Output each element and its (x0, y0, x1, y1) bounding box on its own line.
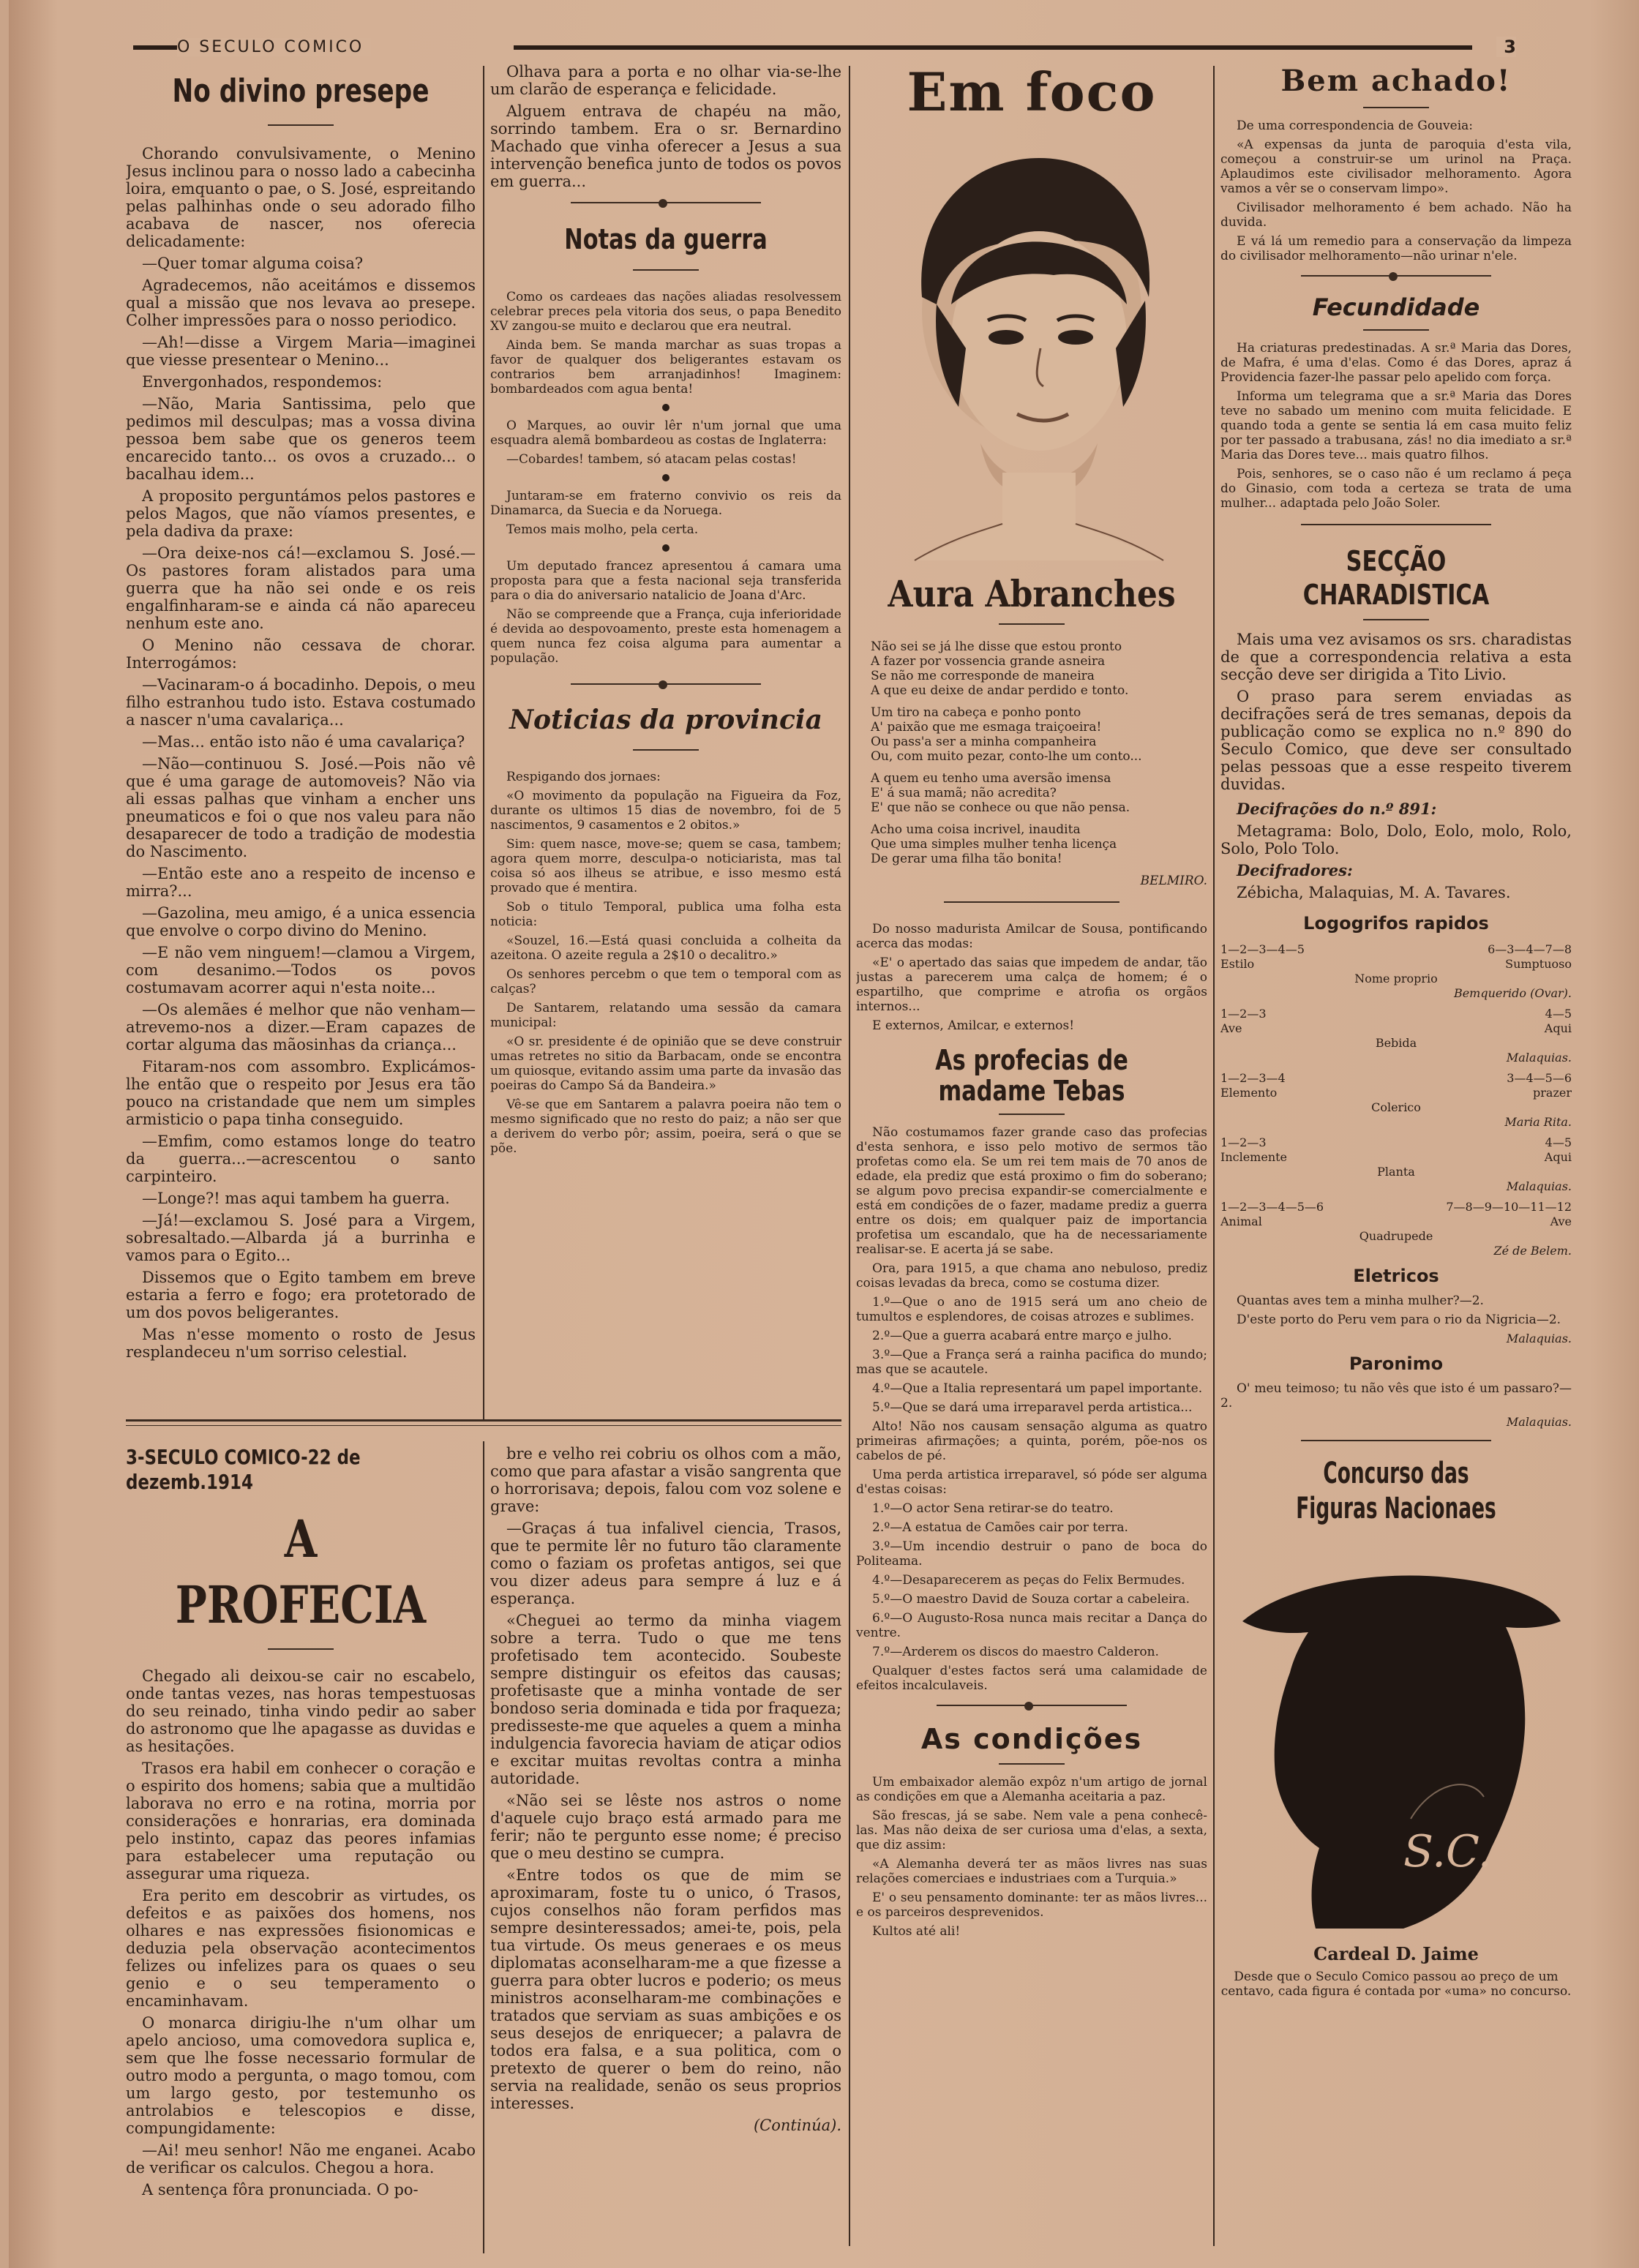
logogrifo-left: Inclemente (1220, 1150, 1288, 1164)
decifradores-label: Decifradores: (1237, 861, 1353, 879)
article-profecia-b (490, 1445, 841, 2264)
paragraph: —Cobardes! tambem, só atacam pelas costas! (506, 452, 797, 467)
paragraph: 6.º—O Augusto-Rosa nunca mais recitar a Dança do ventre. (856, 1611, 1207, 1640)
divider (1301, 1440, 1491, 1441)
logogrifo-hint: Bebida (1375, 1036, 1417, 1050)
fecundidade-title: Fecundidade (1312, 293, 1480, 321)
logogrifo-row (1220, 942, 1572, 957)
column-charadistica (1220, 63, 1572, 2258)
article-body (126, 145, 476, 1361)
paragraph: Era perito em descobrir as virtudes, os defeitos e as paixões dos homens, nos olhares e nas expressões fisionomicas e deduzia pela observação acontecimentos felizes ou infelizes para os quaes o seu genio e o seu temperamento o encaminhavam. (126, 1887, 476, 2010)
logogrifo-hint: Colerico (1371, 1100, 1421, 1114)
figure-note: Desde que o Seculo Comico passou ao preço de um centavo, cada figura é contada por «uma» no concurso. (1220, 1970, 1572, 1999)
charadistica-title: SECÇÃO CHARADISTICA (1302, 545, 1490, 611)
article-continuation (490, 63, 841, 190)
logogrifo-left: Ave (1220, 1021, 1242, 1035)
em-foco-title: Em foco (907, 63, 1157, 123)
title-dash (1363, 619, 1429, 620)
portrait-verses (856, 639, 1207, 866)
title-dash (999, 1763, 1065, 1765)
logogrifos-list (1220, 942, 1572, 1258)
logogrifos-title: Logogrifos rapidos (1303, 913, 1489, 934)
paragraph: Dissemos que o Egito tambem em breve estaria a ferro e fogo; era protetorado de um dos povos beligerantes. (126, 1269, 476, 1321)
paragraph: Alguem entrava de chapéu na mão, sorrindo tambem. Era o sr. Bernardino Machado que vinha oferecer a Jesus a sua intervenção benefica junto de todos os povos em guerra... (490, 102, 841, 190)
dateline: 3-SECULO COMICO-22 de dezemb.1914 (126, 1445, 361, 1494)
header-lead-rule (133, 45, 177, 50)
logogrifo-left: 1—2—3 (1220, 1135, 1267, 1149)
paragraph: 4.º—Que a Italia representará um papel importante. (872, 1381, 1203, 1396)
logogrifo-item (1220, 1135, 1572, 1194)
logogrifo-author: Bemquerido (Ovar). (1453, 986, 1572, 1000)
paragraph: Como os cardeaes das nações aliadas resolvessem celebrar preces pela vitoria dos seus, o papa Benedito XV zangou-se muito e declarou que era neutral. (490, 290, 841, 334)
eletricos-list (1220, 1293, 1572, 1327)
paragraph: «Souzel, 16.—Está quasi concluida a colheita da azeitona. O azeite regula a 2$10 o decalitro.» (490, 934, 841, 963)
provincia-body (490, 770, 841, 1156)
logogrifo-left: Elemento (1220, 1086, 1278, 1100)
logogrifo-author: Malaquias. (1506, 1179, 1572, 1193)
title-dash (1363, 107, 1429, 108)
paragraph: «E' o apertado das saias que impedem de andar, tão justas a parecerem uma calça de homem; é o espartilho, que comprime e atrofia os orgãos internos... (856, 955, 1207, 1014)
logogrifo-left: 1—2—3—4—5 (1220, 942, 1305, 956)
fecundidade-body (1220, 341, 1572, 511)
logogrifo-right: Ave (1550, 1214, 1572, 1228)
paragraph: Ainda bem. Se manda marchar as suas tropas a favor de qualquer dos beligerantes estavam os contrarios bem arranjadinhos! Imaginem: bombardeados com agua benta! (490, 338, 841, 397)
figure-silhouette (1228, 1541, 1564, 1936)
title-dash (999, 623, 1065, 625)
portrait-name: Aura Abranches (888, 572, 1176, 615)
title-dash (633, 269, 699, 271)
verse-signature: BELMIRO. (1140, 874, 1207, 888)
paragraph: São frescas, já se sabe. Nem vale a pena conhecê-las. Mas não deixa de ser curiosa uma d'elas, a sexta, que diz assim: (856, 1809, 1207, 1852)
paragraph: Mas n'esse momento o rosto de Jesus resplandeceu n'um sorriso celestial. (126, 1326, 476, 1361)
paragraph: 1.º—Que o ano de 1915 será um ano cheio de tumultos e esplendores, de coisas atrozes e sublimes. (856, 1295, 1207, 1324)
article-body (126, 1667, 476, 2198)
paronimo-text: O' meu teimoso; tu não vês que isto é um passaro?—2. (1220, 1381, 1572, 1411)
section-rule (126, 1419, 841, 1422)
concurso-title: Concurso das Figuras Nacionaes (1296, 1457, 1496, 1525)
achado-body (1220, 119, 1572, 263)
decifradores-list: Zébicha, Malaquias, M. A. Tavares. (1237, 884, 1511, 901)
logogrifo-hint: Nome proprio (1354, 972, 1438, 985)
paragraph: «Entre todos os que de mim se aproximaram, foste tu o unico, ó Trasos, cujos conselhos não foram perfidos mas sempre desinteressados; amei-te, pois, pela tua virtude. Os meus generaes e os meus diplomatas aconselharam-me a que fizesse a guerra para obter lucros e poderio; os meus ministros aconselharam-me combinações e tratados que serviam as suas ambições e os seus desejos de enriquecer; a palavra de todos era falsa, e a sua politica, com o pretexto de querer o bem do reino, não servia na realidade, senão os seus proprios interesses. (490, 1866, 841, 2112)
verse-stanza: Não sei se já lhe disse que estou pronto A fazer por vossencia grande asneira Se não me corresponde de maneira A que eu deixe de andar perdido e tonto. (871, 639, 1129, 698)
logogrifo-right: 6—3—4—7—8 (1488, 942, 1572, 956)
logogrifo-right: 7—8—9—10—11—12 (1446, 1200, 1572, 1214)
paragraph: O praso para serem enviadas as decifrações será de tres semanas, depois da publicação como se explica no n.º 890 do Seculo Comico, que deve ser consultado pelas pessoas que a esse respeito tiverem duvidas. (1220, 688, 1572, 793)
logogrifo-row (1220, 1135, 1572, 1150)
paragraph: 2.º—Que a guerra acabará entre março e julho. (872, 1329, 1172, 1343)
paragraph: Trasos era habil em conhecer o coração e o espirito dos homens; sabia que a multidão laborava no erro e na rotina, morria por considerações e honrarias, era dominada pelo instinto, capaz das peores infamias para estabelecer uma reputação ou assegurar uma riqueza. (126, 1760, 476, 1882)
page-number: 3 (1496, 37, 1516, 57)
paragraph: —Gazolina, meu amigo, é a unica essencia que envolve o corpo divino do Menino. (126, 904, 476, 939)
paragraph: A sentença fôra pronunciada. O po- (142, 2181, 419, 2198)
logogrifo-row (1220, 1086, 1572, 1100)
paragraph: Respigando dos jornaes: (506, 770, 661, 784)
logogrifo-right: prazer (1533, 1086, 1572, 1100)
title-dash (633, 749, 699, 751)
section-rule-thin (126, 1425, 841, 1426)
article-title: No divino presepe (172, 72, 430, 110)
column-rule (483, 66, 484, 1419)
paragraph: —Vacinaram-o á bocadinho. Depois, o meu filho estranhou tudo isto. Estava costumado a nascer n'uma cavalariça... (126, 676, 476, 729)
paragraph: 7.º—Arderem os discos do maestro Calderon. (872, 1645, 1159, 1659)
newspaper-name: O SECULO COMICO (177, 38, 371, 56)
paragraph: E vá lá um remedio para a conservação da limpeza do civilisador melhoramento—não urinar n'ele. (1220, 234, 1572, 263)
decifracoes-label: Decifrações do n.º 891: (1237, 800, 1437, 818)
paragraph: —Mas... então isto não é uma cavalariça? (142, 733, 465, 751)
article-presepe (126, 72, 476, 1411)
paronimo-author: Malaquias. (1506, 1415, 1572, 1429)
logogrifo-item (1220, 1007, 1572, 1065)
paragraph: Não costumamos fazer grande caso das profecias d'esta senhora, e isso pelo motivo de sermos tão profetas como ela. Se um rei tem mais de 70 anos de edade, ela prediz que está proximo o fim do soberano; se algum povo precisa expandir-se comercialmente e está em condições de o fazer, madame prediz a guerra entre os dois; em qualquer paiz de importancia profetisa um escandalo, que ha de necessariamente realisar-se. E acerta já se sabe. (856, 1125, 1207, 1257)
profecias-title: As profecias de madame Tebas (935, 1044, 1128, 1107)
paragraph: —Não, Maria Santissima, pelo que pedimos mil desculpas; mas a vossa divina pessoa bem sabe que os generos teem encarecido tanto... os ovos a cruzado... o bacalhau idem... (126, 395, 476, 483)
ornament-divider (1301, 275, 1491, 281)
achado-title: Bem achado! (1280, 64, 1512, 98)
paragraph: «Não sei se lêste nos astros o nome d'aquele cujo braço está armado para me ferir; não te pergunto esse nome; é preciso que o meu destino se cumpra. (490, 1792, 841, 1862)
verse-stanza: Um tiro na cabeça e ponho ponto A' paixão que me esmaga traiçoeira! Ou pass'a ser a minha companheira Ou, com muito pezar, conto-lhe um conto... (871, 705, 1142, 764)
figure-initials: S.C. (1403, 1826, 1492, 1877)
paragraph: Agradecemos, não aceitámos e dissemos qual a missão que nos levava ao presepe. Colher impressões para o nosso periodico. (126, 277, 476, 329)
logogrifo-row (1220, 1071, 1572, 1086)
notas-title: Notas da guerra (564, 223, 768, 255)
logogrifo-row (1220, 1200, 1572, 1214)
charadistica-body (1220, 631, 1572, 793)
title-dash (268, 1648, 334, 1650)
paragraph: Temos mais molho, pela certa. (506, 522, 699, 537)
logogrifo-left: 1—2—3—4 (1220, 1071, 1286, 1085)
paragraph: Sim: quem nasce, move-se; quem se casa, tambem; agora quem morre, desculpa-o noticiarista, mas tal coisa só aos ilheus se atribue, e isso mesmo está provado que é mentira. (490, 837, 841, 895)
paragraph: Mais uma vez avisamos os srs. charadistas de que a correspondencia relativa a esta secção deve ser dirigida a Tito Livio. (1220, 631, 1572, 683)
page-header (133, 38, 1516, 57)
logogrifo-right: Aqui (1544, 1150, 1572, 1164)
divider (944, 901, 1119, 903)
paragraph: Ha criaturas predestinadas. A sr.ª Maria das Dores, de Mafra, é uma d'elas. Como é das Dores, apraz á Providencia fazer-lhe passar pelo apelido com força. (1220, 341, 1572, 385)
paragraph: Sob o titulo Temporal, publica uma folha esta noticia: (490, 900, 841, 929)
logogrifo-item (1220, 1071, 1572, 1130)
logogrifo-right: 3—4—5—6 (1507, 1071, 1572, 1085)
logogrifo-author: Zé de Belem. (1493, 1244, 1572, 1258)
paragraph: 4.º—Desaparecerem as peças do Felix Bermudes. (872, 1573, 1185, 1588)
paragraph: Informa um telegrama que a sr.ª Maria das Dores teve no sabado um menino com muita felicidade. E quando toda a gente se sentia lá em casa muito feliz por ter passado a trabusana, zás! no dia imediato a sr.ª Maria das Dores teve... mais quatro filhos. (1220, 389, 1572, 462)
paragraph: E externos, Amilcar, e externos! (872, 1018, 1075, 1033)
logogrifo-right: Sumptuoso (1505, 957, 1572, 971)
paragraph: «A expensas da junta de paroquia d'esta vila, começou a construir-se um urinol na Praça. Aplaudimos este civilisador melhoramento. Agora vamos a vêr se o conservam limpo». (1220, 138, 1572, 196)
paragraph: bre e velho rei cobriu os olhos com a mão, como que para afastar a visão sangrenta que o horrorisava; depois, falou com voz solene e grave: (490, 1445, 841, 1515)
paragraph: O Marques, ao ouvir lêr n'um jornal que uma esquadra alemã bombardeou as costas de Inglaterra: (490, 418, 841, 448)
logogrifo-row (1220, 1007, 1572, 1021)
logogrifo-right: 4—5 (1545, 1135, 1572, 1149)
verse-stanza: Acho uma coisa incrivel, inaudita Que uma simples mulher tenha licença De gerar uma filha tão bonita! (871, 822, 1117, 866)
metagrama-solution: Metagrama: Bolo, Dolo, Eolo, molo, Rolo, Solo, Polo Tolo. (1220, 822, 1572, 857)
logogrifo-left: Estilo (1220, 957, 1255, 971)
paragraph: —Ora deixe-nos cá!—exclamou S. José.—Os pastores foram alistados para uma guerra que ha não sei onde e os reis engalfinharam-se e ainda cá não apareceu nenhum este ano. (126, 544, 476, 632)
notas-body (490, 290, 841, 666)
paragraph: «Cheguei ao termo da minha viagem sobre a terra. Tudo o que me tens profetisado tem acontecido. Soubeste sempre distinguir os efeitos das causas; profetisaste que a minha vontade de ser bondoso seria dominada e tida por fraqueza; predisseste-me que aqueles a quem a minha indulgencia favorecia haviam de atiçar odios e excitar muitas revoltas contra a minha autoridade. (490, 1612, 841, 1787)
paragraph: O Menino não cessava de chorar. Interrogámos: (126, 637, 476, 672)
paragraph: —Não—continuou S. José.—Pois não vê que é uma garage de automoveis? Não via ali essas palhas que vinham a encher uns pneumaticos e foi o que nos valeu para não desaparecer de todo a tradição de modestia do Nascimento. (126, 755, 476, 860)
title-dash (268, 124, 334, 126)
paragraph: Qualquer d'estes factos será uma calamidade de efeitos incalculaveis. (856, 1664, 1207, 1693)
paragraph: Kultos até ali! (872, 1924, 961, 1939)
paragraph: Chegado ali deixou-se cair no escabelo, onde tantas vezes, nas horas tempestuosas do seu reinado, tinha vindo pedir ao saber do astronomo que lhe apagasse as duvidas e as hesitações. (126, 1667, 476, 1755)
paragraph: Fitaram-nos com assombro. Explicámos-lhe então que o respeito por Jesus era tão pouco na cristandade que nem um simples armisticio o papa tinha conseguido. (126, 1058, 476, 1128)
logogrifo-row (1220, 1214, 1572, 1229)
logogrifo-row (1220, 1021, 1572, 1036)
figure-caption: Cardeal D. Jaime (1313, 1943, 1479, 1964)
paragraph: —Quer tomar alguma coisa? (142, 255, 364, 272)
article-body (490, 1445, 841, 2112)
paragraph: Uma perda artistica irreparavel, só póde ser alguma d'estas coisas: (856, 1468, 1207, 1497)
paragraph: 1.º—O actor Sena retirar-se do teatro. (872, 1501, 1114, 1516)
column-rule (483, 1441, 484, 2253)
paragraph: Quantas aves tem a minha mulher?—2. (1237, 1293, 1484, 1308)
paragraph: Um deputado francez apresentou á camara uma proposta para que a festa nacional seja transferida para o dia do aniversario natalicio de Joana d'Arc. (490, 559, 841, 603)
paragraph: 3.º—Que a França será a rainha pacifica do mundo; mas que se acautele. (856, 1348, 1207, 1377)
logogrifo-hint: Quadrupede (1359, 1229, 1433, 1243)
paragraph: —Ah!—disse a Virgem Maria—imaginei que viesse presentear o Menino... (126, 334, 476, 369)
article-title: A PROFECIA (175, 1509, 427, 1635)
paragraph: Envergonhados, respondemos: (142, 373, 383, 391)
title-dash (999, 1114, 1065, 1115)
paragraph: De uma correspondencia de Gouveia: (1237, 119, 1474, 133)
paragraph: Não se compreende que a França, cuja inferioridade é devida ao despovoamento, preste esta homenagem a quem nunca fez coisa alguma para aumentar a população. (490, 607, 841, 666)
ornament-divider (937, 1705, 1127, 1711)
article-profecia-a (126, 1445, 476, 2264)
paragraph: «O sr. presidente é de opinião que se deve construir umas retretes no sitio da Barbacam, onde se encontra um quiosque, evitando assim uma parte da invasão das poeiras do Campo Sá da Bandeira.» (490, 1035, 841, 1093)
paragraph: Ora, para 1915, a que chama ano nebuloso, prediz coisas levadas da breca, como se costuma dizer. (856, 1261, 1207, 1291)
paragraph: —Emfim, como estamos longe do teatro da guerra...—acrescentou o santo carpinteiro. (126, 1133, 476, 1185)
bullet-dot (662, 544, 670, 552)
paragraph: Chorando convulsivamente, o Menino Jesus inclinou para o nosso lado a cabecinha loira, emquanto o pae, o S. José, espreitando pelas palhinhas onde o seu adorado filho acabava de nascer, nos oferecia delicadamente: (126, 145, 476, 250)
paragraph: Vê-se que em Santarem a palavra poeira não tem o mesmo significado que no resto do paiz; a não ser que a derivem do verbo pôr; assim, poeira, será o que se põe. (490, 1097, 841, 1156)
paragraph: «A Alemanha deverá ter as mãos livres nas suas relações comerciaes e industriaes com a Turquia.» (856, 1857, 1207, 1886)
paragraph: Olhava para a porta e no olhar via-se-lhe um clarão de esperança e felicidade. (490, 63, 841, 98)
paragraph: —Os alemães é melhor que não venham—atrevemo-nos a dizer.—Eram capazes de cortar alguma das mãosinhas da criança... (126, 1001, 476, 1054)
header-rule (514, 45, 1472, 50)
title-dash (1363, 329, 1429, 331)
paragraph: Os senhores percebm o que tem o temporal com as calças? (490, 967, 841, 996)
paragraph: 5.º—Que se dará uma irreparavel perda artistica... (872, 1400, 1193, 1415)
ornament-divider (571, 683, 761, 689)
logogrifo-row (1220, 957, 1572, 972)
paragraph: E' o seu pensamento dominante: ter as mãos livres... e os parceiros desprevenidos. (856, 1890, 1207, 1920)
paragraph: «O movimento da população na Figueira da Foz, durante os ultimos 15 dias de novembro, foi de 5 nascimentos, 9 casamentos e 2 obitos.» (490, 789, 841, 833)
paragraph: —E não vem ninguem!—clamou a Virgem, com desanimo.—Todos os povos costumavam acorrer aqui n'esta noite... (126, 944, 476, 996)
paronimo-title: Paronimo (1349, 1353, 1444, 1374)
paragraph: —Longe?! mas aqui tambem ha guerra. (142, 1190, 450, 1207)
bullet-dot (662, 474, 670, 481)
logogrifo-left: Animal (1220, 1214, 1262, 1228)
logogrifo-right: Aqui (1544, 1021, 1572, 1035)
eletricos-author: Malaquias. (1506, 1332, 1572, 1345)
paragraph: —Então este ano a respeito de incenso e mirra?... (126, 865, 476, 900)
continua-note: (Continúa). (753, 2117, 841, 2134)
eletricos-title: Eletricos (1353, 1266, 1439, 1286)
logogrifo-right: 4—5 (1545, 1007, 1572, 1021)
verse-stanza: A quem eu tenho uma aversão imensa E' á sua mamã; não acredita? E' que não se conhece ou que não pensa. (871, 771, 1130, 815)
paragraph: O monarca dirigiu-lhe n'um olhar um apelo ancioso, uma comovedora suplica e, sem que lhe fosse necessario formular de outro modo a pergunta, o mago tomou, com um largo gesto, por testemunho os antrolabios e telescopios e disse, compungidamente: (126, 2014, 476, 2137)
madurista-body (856, 922, 1207, 1033)
paragraph: Um embaixador alemão expôz n'um artigo de jornal as condições em que a Alemanha aceitaria a paz. (856, 1775, 1207, 1804)
paragraph: A proposito perguntámos pelos pastores e pelos Magos, que não víamos presentes, e pela dadiva da praxe: (126, 487, 476, 540)
bullet-dot (662, 404, 670, 411)
logogrifo-author: Malaquias. (1506, 1051, 1572, 1064)
logogrifo-author: Maria Rita. (1504, 1115, 1572, 1129)
column-rule (1213, 66, 1215, 2246)
logogrifo-left: 1—2—3—4—5—6 (1220, 1200, 1324, 1214)
paragraph: D'este porto do Peru vem para o rio da Nigricia—2. (1237, 1313, 1561, 1327)
paragraph: 5.º—O maestro David de Souza cortar a cabeleira. (872, 1592, 1190, 1607)
paragraph: De Santarem, relatando uma sessão da camara municipal: (490, 1001, 841, 1030)
paragraph: —Já!—exclamou S. José para a Virgem, sobresaltado.—Albarda já a burrinha e vamos para o Egito... (126, 1212, 476, 1264)
divider (1301, 524, 1491, 525)
logogrifo-hint: Planta (1377, 1165, 1415, 1179)
column-em-foco (856, 63, 1207, 2258)
portrait-illustration (863, 129, 1200, 568)
column-notas (490, 63, 841, 1409)
logogrifo-left: 1—2—3 (1220, 1007, 1267, 1021)
column-rule (849, 66, 850, 2246)
paragraph: 2.º—A estatua de Camões cair por terra. (872, 1520, 1128, 1535)
paragraph: —Graças á tua infalivel ciencia, Trasos, que te permite lêr no futuro tão claramente como o faziam os profetas antigos, sei que vou dizer adeus para sempre á luz e á esperança. (490, 1520, 841, 1607)
paragraph: 3.º—Um incendio destruir o pano de boca do Politeama. (856, 1539, 1207, 1569)
provincia-title: Noticias da provincia (509, 705, 822, 735)
profecias-body (856, 1125, 1207, 1693)
logogrifo-row (1220, 1150, 1572, 1165)
condicoes-body (856, 1775, 1207, 1939)
paragraph: Do nosso madurista Amilcar de Sousa, pontificando acerca das modas: (856, 922, 1207, 951)
ornament-divider (571, 202, 761, 208)
logogrifo-item (1220, 942, 1572, 1001)
paragraph: Juntaram-se em fraterno convivio os reis da Dinamarca, da Suecia e da Noruega. (490, 489, 841, 518)
logogrifo-item (1220, 1200, 1572, 1258)
paragraph: —Ai! meu senhor! Não me enganei. Acabo de verificar os calculos. Chegou a hora. (126, 2141, 476, 2177)
paragraph: Pois, senhores, se o caso não é um reclamo á peça do Ginasio, com toda a certeza se trata de uma mulher... adaptada pelo João Soler. (1220, 467, 1572, 511)
paragraph: Alto! Não nos causam sensação alguma as quatro primeiras afirmações; a quinta, porém, põe-nos os cabelos de pé. (856, 1419, 1207, 1463)
condicoes-title: As condições (920, 1723, 1143, 1755)
paragraph: Civilisador melhoramento é bem achado. Não ha duvida. (1220, 200, 1572, 230)
